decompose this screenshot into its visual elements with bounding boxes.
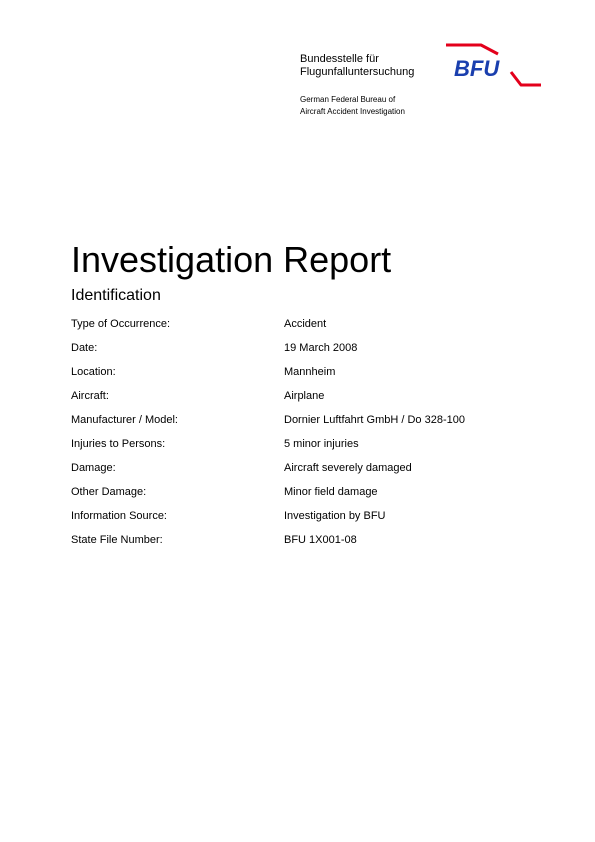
field-row-aircraft <box>71 388 541 412</box>
field-value: Mannheim <box>284 366 336 378</box>
field-label: Other Damage: <box>71 486 147 498</box>
field-row-date <box>71 340 541 364</box>
field-label: State File Number: <box>71 534 163 546</box>
agency-name-english-line-1: German Federal Bureau of <box>300 95 396 104</box>
agency-name-english <box>300 94 405 118</box>
agency-name-german-line-2: Flugunfalluntersuchung <box>300 66 415 78</box>
field-row-type-of-occurrence <box>71 316 541 340</box>
agency-name-english-line-2: Aircraft Accident Investigation <box>300 107 405 116</box>
field-value: Dornier Luftfahrt GmbH / Do 328-100 <box>284 414 465 426</box>
field-row-other-damage <box>71 484 541 508</box>
field-row-state-file-number <box>71 532 541 556</box>
field-value: Investigation by BFU <box>284 510 386 522</box>
field-value: 5 minor injuries <box>284 438 359 450</box>
report-title: Investigation Report <box>71 239 392 280</box>
field-label: Date: <box>71 342 98 354</box>
field-label: Aircraft: <box>71 390 109 402</box>
field-label: Location: <box>71 366 116 378</box>
field-label: Type of Occurrence: <box>71 318 171 330</box>
field-value: BFU 1X001-08 <box>284 534 357 546</box>
field-label: Damage: <box>71 462 116 474</box>
agency-name-german <box>300 53 414 79</box>
field-row-manufacturer-model <box>71 412 541 436</box>
field-row-location <box>71 364 541 388</box>
field-label: Information Source: <box>71 510 167 522</box>
logo-text: BFU <box>454 56 500 81</box>
agency-name-german-line-1: Bundesstelle für <box>300 53 379 65</box>
field-label: Manufacturer / Model: <box>71 414 178 426</box>
logo-swoosh-bottom <box>511 72 541 85</box>
field-value: Accident <box>284 318 327 330</box>
field-value: Minor field damage <box>284 486 378 498</box>
section-title-identification: Identification <box>71 287 161 304</box>
field-value: Aircraft severely damaged <box>284 462 412 474</box>
logo-swoosh-top <box>446 45 498 54</box>
field-value: Airplane <box>284 390 325 402</box>
field-row-injuries <box>71 436 541 460</box>
field-row-damage <box>71 460 541 484</box>
field-label: Injuries to Persons: <box>71 438 166 450</box>
field-value: 19 March 2008 <box>284 342 358 354</box>
field-row-information-source <box>71 508 541 532</box>
bfu-logo <box>443 40 543 90</box>
identification-table <box>71 316 541 556</box>
